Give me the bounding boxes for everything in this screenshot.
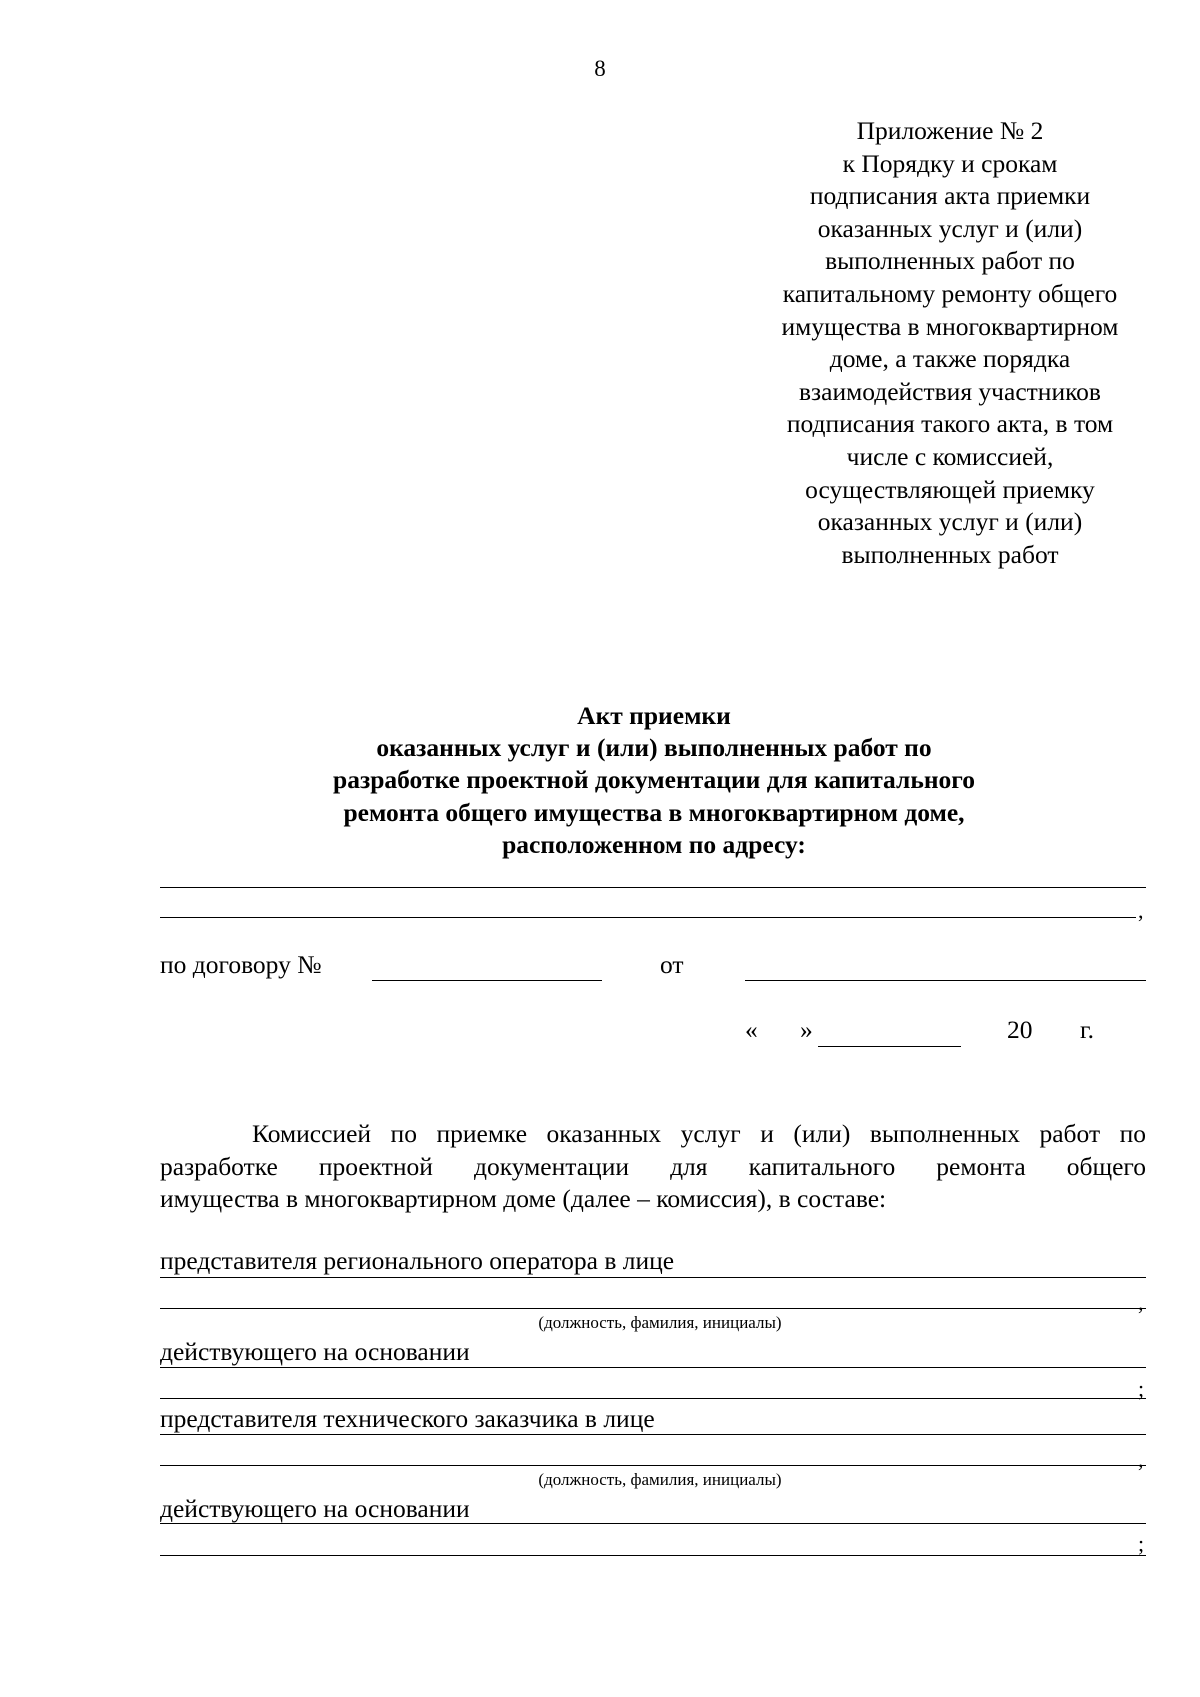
technical-customer-label: представителя технического заказчика в лице	[160, 1404, 655, 1433]
appendix-line: капитальному ремонту общего	[782, 278, 1118, 308]
appendix-line: осуществляющей приемку	[805, 474, 1095, 504]
commission-paragraph	[160, 1118, 1146, 1216]
technical-customer-line-2[interactable]	[160, 1465, 1146, 1466]
appendix-line: подписания акта приемки	[809, 181, 1091, 211]
regional-operator-basis-line-1[interactable]	[160, 1367, 1146, 1368]
appendix-line: доме, а также порядка	[829, 344, 1071, 374]
date-month-field[interactable]	[818, 1046, 961, 1047]
contract-from-label: от	[660, 950, 684, 979]
regional-operator-position-hint: (должность, фамилия, инициалы)	[538, 1313, 782, 1332]
title-line: Акт приемки	[577, 701, 731, 730]
title-line: расположенном по адресу:	[502, 829, 806, 859]
technical-customer-basis-label: действующего на основании	[160, 1494, 470, 1523]
regional-operator-line-1[interactable]	[160, 1277, 1146, 1278]
appendix-line: числе с комиссией,	[846, 441, 1054, 471]
technical-customer-line-1[interactable]	[160, 1434, 1146, 1435]
paragraph-line: имущества в многоквартирном доме (далее – комиссия), в составе:	[160, 1184, 887, 1213]
appendix-header	[740, 115, 1160, 571]
appendix-line: выполненных работ	[841, 539, 1059, 569]
technical-customer-position-hint: (должность, фамилия, инициалы)	[538, 1470, 782, 1489]
date-open-quote: «	[745, 1015, 758, 1044]
date-year-suffix: г.	[1080, 1015, 1094, 1044]
appendix-line: выполненных работ по	[825, 246, 1075, 276]
technical-customer-comma: ,	[1138, 1447, 1144, 1472]
appendix-line: подписания такого акта, в том	[786, 409, 1114, 439]
technical-customer-basis-line-2[interactable]	[160, 1555, 1146, 1556]
address-line-2[interactable]	[160, 917, 1136, 918]
regional-operator-basis-label: действующего на основании	[160, 1337, 470, 1366]
contract-number-field[interactable]	[372, 980, 602, 981]
paragraph-line: Комиссией по приемке оказанных услуг и (или) выполненных работ по	[252, 1119, 1146, 1148]
contract-label: по договору №	[160, 950, 322, 979]
regional-operator-comma: ,	[1138, 1290, 1144, 1315]
appendix-line: оказанных услуг и (или)	[817, 507, 1083, 537]
technical-customer-basis-line-1[interactable]	[160, 1523, 1146, 1524]
appendix-line: оказанных услуг и (или)	[817, 213, 1083, 243]
date-close-quote: »	[800, 1015, 813, 1044]
appendix-line: имущества в многоквартирном	[781, 311, 1119, 341]
title-line: разработке проектной документации для капитального	[333, 765, 975, 795]
regional-operator-basis-semicolon: ;	[1138, 1376, 1145, 1401]
appendix-line: взаимодействия участников	[799, 376, 1101, 406]
document-title	[160, 700, 1148, 861]
contract-from-field[interactable]	[745, 980, 1146, 981]
date-year-prefix: 20	[1007, 1015, 1033, 1044]
appendix-line: к Порядку и срокам	[842, 148, 1058, 178]
page-number: 8	[594, 56, 606, 81]
appendix-line: Приложение № 2	[856, 116, 1044, 145]
title-line: ремонта общего имущества в многоквартирном доме,	[343, 797, 965, 827]
regional-operator-label: представителя регионального оператора в лице	[160, 1246, 675, 1275]
title-line: оказанных услуг и (или) выполненных работ по	[376, 733, 932, 763]
paragraph-line: разработке проектной документации для капитального ремонта общего	[160, 1151, 1146, 1181]
regional-operator-line-2[interactable]	[160, 1308, 1146, 1309]
address-comma: ,	[1138, 898, 1144, 923]
address-line-1[interactable]	[160, 887, 1146, 888]
regional-operator-basis-line-2[interactable]	[160, 1398, 1146, 1399]
technical-customer-basis-semicolon: ;	[1138, 1531, 1145, 1556]
